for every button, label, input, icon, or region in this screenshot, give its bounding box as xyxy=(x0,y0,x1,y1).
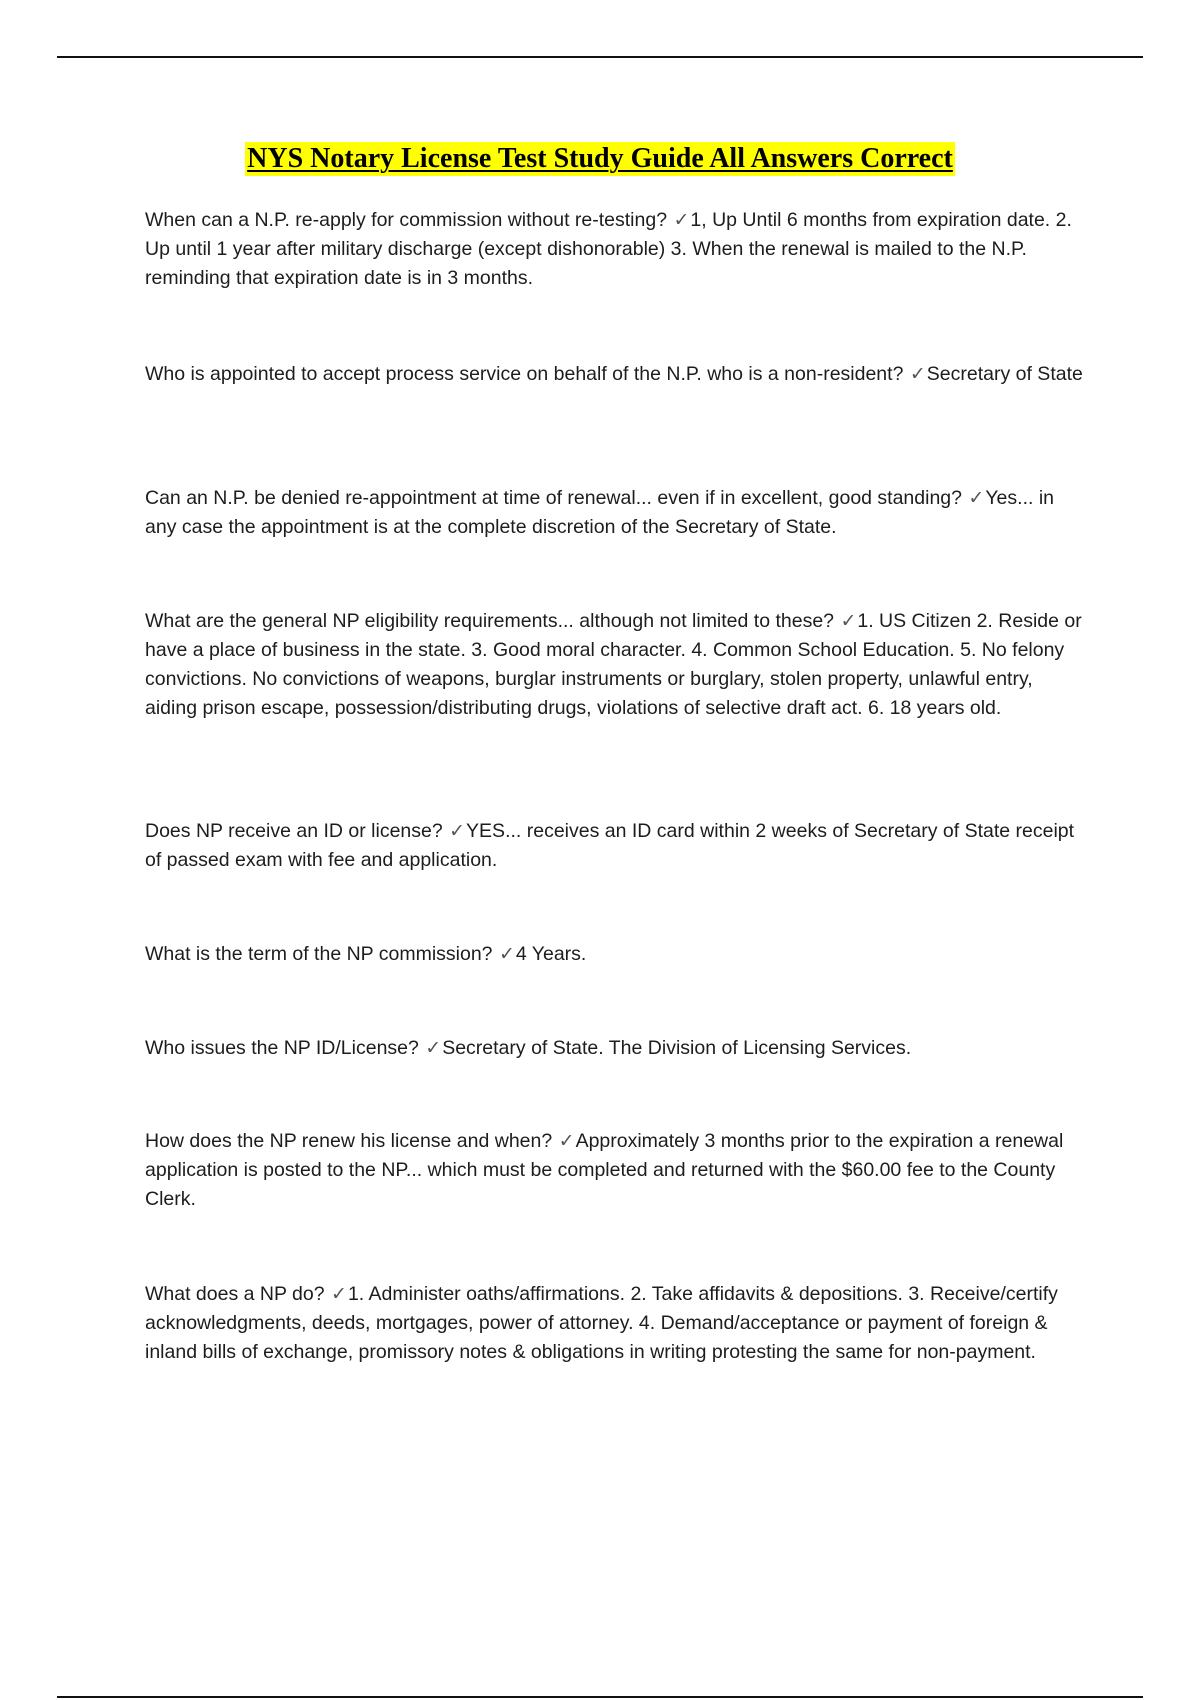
bottom-rule xyxy=(57,1696,1143,1698)
answer-text: Approximately 3 months prior to the expiration a renewal application is posted to the NP... which must be completed and returned with the $60.00 fee to the County Clerk. xyxy=(145,1130,1064,1210)
answer-text: YES... receives an ID card within 2 weeks of Secretary of State receipt of passed exam with fee and application. xyxy=(145,820,1075,871)
question-text: What does a NP do? xyxy=(145,1283,325,1305)
question-text: What is the term of the NP commission? xyxy=(145,943,493,965)
qa-item xyxy=(145,607,1090,723)
qa-item xyxy=(145,484,1090,542)
question-text: Can an N.P. be denied re-appointment at time of renewal... even if in excellent, good standing? xyxy=(145,487,962,509)
answer-text: 4 Years. xyxy=(515,943,587,965)
check-icon: ✓ xyxy=(558,1130,575,1152)
check-icon: ✓ xyxy=(425,1037,442,1059)
answer-text: Secretary of State xyxy=(926,363,1083,385)
question-text: Who issues the NP ID/License? xyxy=(145,1037,419,1059)
qa-item xyxy=(145,940,1090,969)
answer-text: Yes... in any case the appointment is at the complete discretion of the Secretary of State. xyxy=(145,487,1055,538)
document-title: NYS Notary License Test Study Guide All Answers Correct xyxy=(247,143,953,174)
check-icon: ✓ xyxy=(331,1283,347,1305)
question-text: How does the NP renew his license and when? xyxy=(145,1130,553,1152)
qa-item xyxy=(145,817,1090,875)
answer-text: 1. Administer oaths/affirmations. 2. Take affidavits & depositions. 3. Receive/certify acknowledgments, deeds, mortgages, power of attorney. 4. Demand/acceptance or payment of foreign & inland bills of exchange, promissory notes & obligations in writing protesting the same for non-payment. xyxy=(145,1283,1058,1363)
check-icon: ✓ xyxy=(968,487,985,509)
check-icon: ✓ xyxy=(673,209,690,231)
answer-text: 1, Up Until 6 months from expiration date. 2. Up until 1 year after military discharge (except dishonorable) 3. When the renewal is mailed to the N.P. reminding that expiration date is in 3 months. xyxy=(145,209,1072,289)
qa-item xyxy=(145,360,1090,389)
title-container xyxy=(0,142,1200,176)
qa-item xyxy=(145,1127,1090,1214)
qa-item xyxy=(145,1034,1090,1063)
question-text: When can a N.P. re-apply for commission without re-testing? xyxy=(145,209,668,231)
check-icon: ✓ xyxy=(840,610,857,632)
qa-item xyxy=(145,206,1090,293)
question-text: What are the general NP eligibility requirements... although not limited to these? xyxy=(145,610,835,632)
check-icon: ✓ xyxy=(909,363,926,385)
check-icon: ✓ xyxy=(498,943,515,965)
answer-text: Secretary of State. The Division of Licensing Services. xyxy=(442,1037,912,1059)
check-icon: ✓ xyxy=(449,820,466,842)
top-rule xyxy=(57,56,1143,58)
answer-text: 1. US Citizen 2. Reside or have a place of business in the state. 3. Good moral character. 4. Common School Education. 5. No felony convictions. No convictions of weapons, burglar instruments or burglary, stolen property, unlawful entry, aiding prison escape, possession/distributing drugs, violations of selective draft act. 6. 18 years old. xyxy=(145,610,1082,719)
qa-item xyxy=(145,1280,1090,1367)
question-text: Who is appointed to accept process service on behalf of the N.P. who is a non-resident? xyxy=(145,363,904,385)
question-text: Does NP receive an ID or license? xyxy=(145,820,443,842)
